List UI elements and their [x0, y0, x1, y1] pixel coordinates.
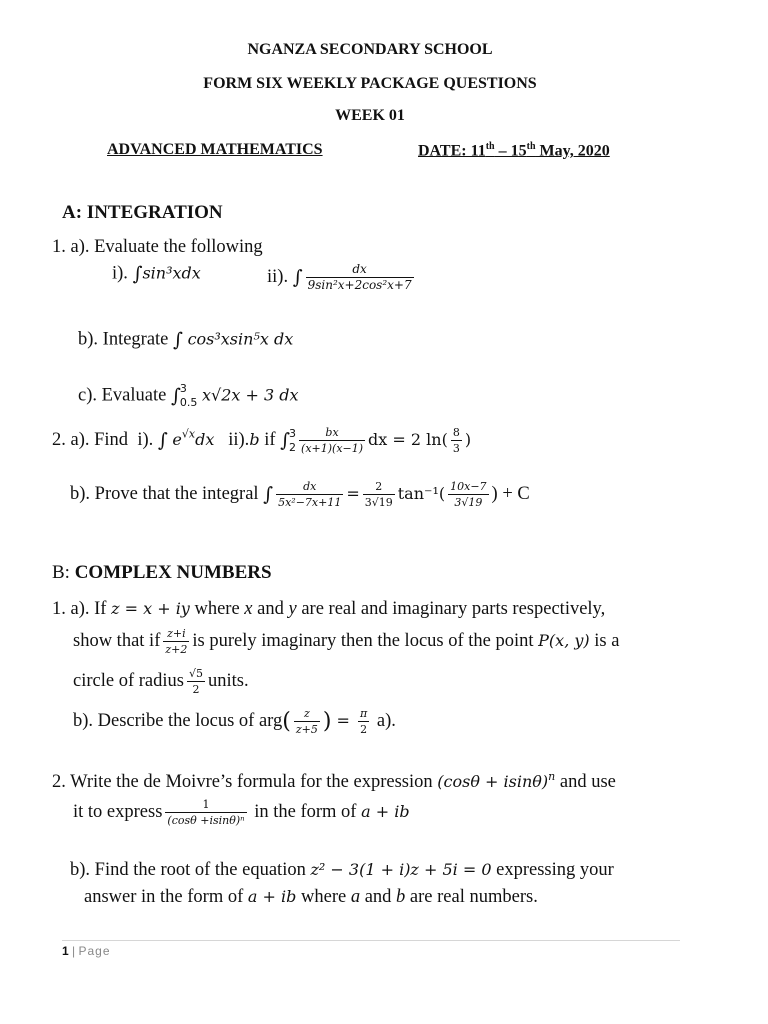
- date-sup-2: th: [526, 141, 536, 152]
- b-q1-line3: [73, 667, 249, 696]
- b-q1-line1: [52, 599, 605, 620]
- text-span: in the form of: [249, 801, 362, 822]
- paren-open: (: [282, 709, 291, 734]
- text-span: show that if: [73, 630, 161, 651]
- date-label: [418, 141, 610, 160]
- integral-sign: ∫: [170, 385, 181, 407]
- q2-a-ii-close: ): [464, 429, 472, 449]
- fraction-numerator: 2: [375, 480, 383, 493]
- fraction-numerator: 8: [452, 426, 460, 439]
- text-span: b). Describe the locus of arg: [73, 710, 283, 731]
- upper-limit: 3: [289, 426, 297, 440]
- text-span: answer in the form of: [84, 887, 248, 907]
- q2-a-i-label: i).: [137, 429, 154, 450]
- integral-sign: ∫: [132, 263, 143, 285]
- section-b-title: [52, 562, 272, 584]
- q2-b-tan-fraction: [448, 480, 488, 509]
- fraction-denominator: z+2: [165, 643, 188, 656]
- page-number: 1: [62, 944, 69, 958]
- q1-a-i-expr: sin³xdx: [142, 263, 201, 283]
- text-span: 2. Write the de Moivre’s formula for the expression: [52, 772, 438, 793]
- text-span: and: [252, 599, 289, 619]
- fraction-numerator: bx: [325, 426, 339, 439]
- var-b: b: [396, 887, 406, 907]
- q2-b-tan: tan⁻¹(: [397, 483, 446, 503]
- fraction-denominator: (x+1)(x−1): [301, 442, 364, 455]
- b-q2-b-line2: [84, 887, 538, 908]
- paren-close: ): [322, 709, 332, 734]
- q2-a: [52, 426, 471, 455]
- page-separator: |: [68, 944, 79, 958]
- q2-a-ii-label: ii).: [228, 429, 250, 450]
- subject-label: ADVANCED MATHEMATICS: [107, 141, 323, 158]
- text-span: and: [360, 887, 397, 907]
- var-a: a: [350, 887, 361, 907]
- q1-a-ii: [267, 263, 417, 292]
- equals: =: [331, 710, 356, 730]
- q2-a-ii-rhs-fraction: [451, 426, 462, 455]
- fraction-numerator: √5: [188, 667, 203, 680]
- text-span: where: [189, 599, 245, 619]
- q1-a-ii-label: ii).: [267, 266, 289, 287]
- school-name: NGANZA SECONDARY SCHOOL: [247, 41, 493, 58]
- demoivre-fraction: [165, 798, 246, 827]
- math-expr: (cosθ + isinθ): [437, 772, 549, 792]
- pi-fraction: [358, 707, 369, 736]
- superscript: n: [548, 770, 556, 783]
- upper-limit: 3: [179, 382, 187, 395]
- var-y: y: [288, 599, 297, 619]
- text-span: 1. a). If: [52, 599, 112, 619]
- week-label: WEEK 01: [335, 107, 405, 124]
- fraction-denominator: 2: [187, 681, 205, 696]
- q1-b-expr: cos³xsin⁵x dx: [187, 329, 294, 349]
- integral-sign: ∫: [280, 429, 291, 452]
- integral-sign: ∫: [173, 329, 183, 351]
- text-span: b). Find the root of the equation: [70, 860, 311, 880]
- q1-c-label: c). Evaluate: [78, 385, 167, 406]
- math-expr: z = x + iy: [111, 599, 190, 618]
- fraction-numerator: dx: [303, 480, 317, 493]
- fraction-numerator: 1: [202, 798, 210, 811]
- text-span: a).: [372, 710, 396, 731]
- text-span: are real and imaginary parts respectively,: [296, 599, 606, 619]
- lower-limit: 0.5: [179, 396, 198, 409]
- date-sup-1: th: [485, 141, 495, 152]
- lower-limit: 2: [289, 440, 297, 454]
- text-span: is a: [589, 630, 620, 651]
- q2-b-coef-fraction: [363, 480, 395, 509]
- var-x: x: [244, 599, 253, 619]
- fraction-denominator: 9sin²x+2cos²x+7: [307, 278, 412, 292]
- text-span: units.: [207, 670, 249, 691]
- q1-c: [78, 382, 299, 410]
- text-span: are real numbers.: [405, 887, 538, 907]
- integral-sign: ∫: [263, 483, 274, 506]
- q1-c-expr: x√2x + 3 dx: [202, 385, 299, 405]
- fraction-denominator: 2: [358, 721, 369, 736]
- q2-b-fraction: [276, 480, 343, 509]
- q2-b-label: b). Prove that the integral: [70, 483, 259, 504]
- integral-sign: ∫: [157, 429, 168, 452]
- q2-a-ii-b: b: [249, 429, 260, 449]
- q1-b-label: b). Integrate: [78, 329, 169, 350]
- fraction-denominator: 5x²−7x+11: [278, 496, 342, 509]
- fraction-numerator: π: [360, 707, 368, 720]
- math-expr: P(x, y): [538, 630, 590, 650]
- fraction-denominator: 3√19: [448, 494, 488, 509]
- arg-fraction: [294, 707, 320, 736]
- q2-a-label: 2. a). Find: [52, 429, 129, 450]
- b-q2-line2: [73, 798, 410, 827]
- q1-b: [78, 329, 293, 351]
- text-span: expressing your: [491, 860, 614, 880]
- q2-a-ii-if: if: [259, 429, 276, 450]
- fraction-denominator: z+5: [295, 723, 318, 736]
- q2-a-ii-rhs: dx = 2 ln(: [368, 429, 448, 449]
- q1-a-ii-fraction: [306, 263, 414, 292]
- b-q1-b: [73, 707, 396, 736]
- page-word: Page: [78, 944, 111, 958]
- q2-a-i-expr: e: [172, 429, 182, 449]
- q1-c-limits: [180, 382, 198, 410]
- q1-a-i-label: i).: [112, 263, 128, 284]
- b-q2-b-line1: [70, 860, 614, 881]
- section-a-title: A: INTEGRATION: [62, 202, 223, 223]
- q2-a-ii-limits: [289, 427, 296, 455]
- radius-fraction: [187, 667, 205, 696]
- date-prefix: DATE: 11: [418, 142, 486, 160]
- math-expr: a + ib: [247, 887, 297, 906]
- q1-a-text: 1. a). Evaluate the following: [52, 237, 263, 257]
- fraction-numerator: z+i: [167, 627, 186, 640]
- section-b-title-bold: COMPLEX NUMBERS: [74, 562, 272, 583]
- b-q2-line1: [52, 770, 616, 793]
- q2-a-i-dx: dx: [195, 429, 215, 449]
- fraction-numerator: 10x−7: [450, 480, 487, 493]
- b-q1-fraction: [163, 627, 189, 656]
- q2-b-eq: =: [346, 483, 360, 503]
- math-expr: z² − 3(1 + i)z + 5i = 0: [310, 860, 492, 879]
- q2-b: [70, 480, 530, 509]
- text-span: circle of radius: [73, 670, 184, 691]
- integral-sign: ∫: [292, 266, 303, 289]
- date-suffix: May, 2020: [535, 142, 610, 160]
- text-span: where: [296, 887, 351, 907]
- q2-a-ii-fraction: [299, 426, 365, 455]
- text-span: it to express: [73, 801, 163, 822]
- date-mid: – 15: [494, 142, 527, 160]
- q2-b-end: ) + C: [491, 483, 530, 504]
- q1-a-i: [112, 263, 201, 285]
- package-title: FORM SIX WEEKLY PACKAGE QUESTIONS: [203, 75, 537, 92]
- fraction-numerator: dx: [352, 262, 367, 276]
- b-q1-line2: [73, 627, 619, 656]
- page-footer: [62, 944, 111, 958]
- text-span: is purely imaginary then the locus of the point: [192, 630, 539, 651]
- footer-divider: [62, 940, 680, 941]
- fraction-denominator: 3√19: [364, 496, 393, 509]
- fraction-denominator: 3: [452, 442, 460, 455]
- fraction-numerator: z: [303, 707, 310, 720]
- text-span: and use: [555, 772, 616, 793]
- q2-a-i-sup: √x: [181, 427, 196, 441]
- math-expr: a + ib: [361, 801, 410, 821]
- section-b-prefix: B:: [52, 562, 75, 583]
- fraction-denominator: (cosθ +isinθ)ⁿ: [167, 814, 245, 827]
